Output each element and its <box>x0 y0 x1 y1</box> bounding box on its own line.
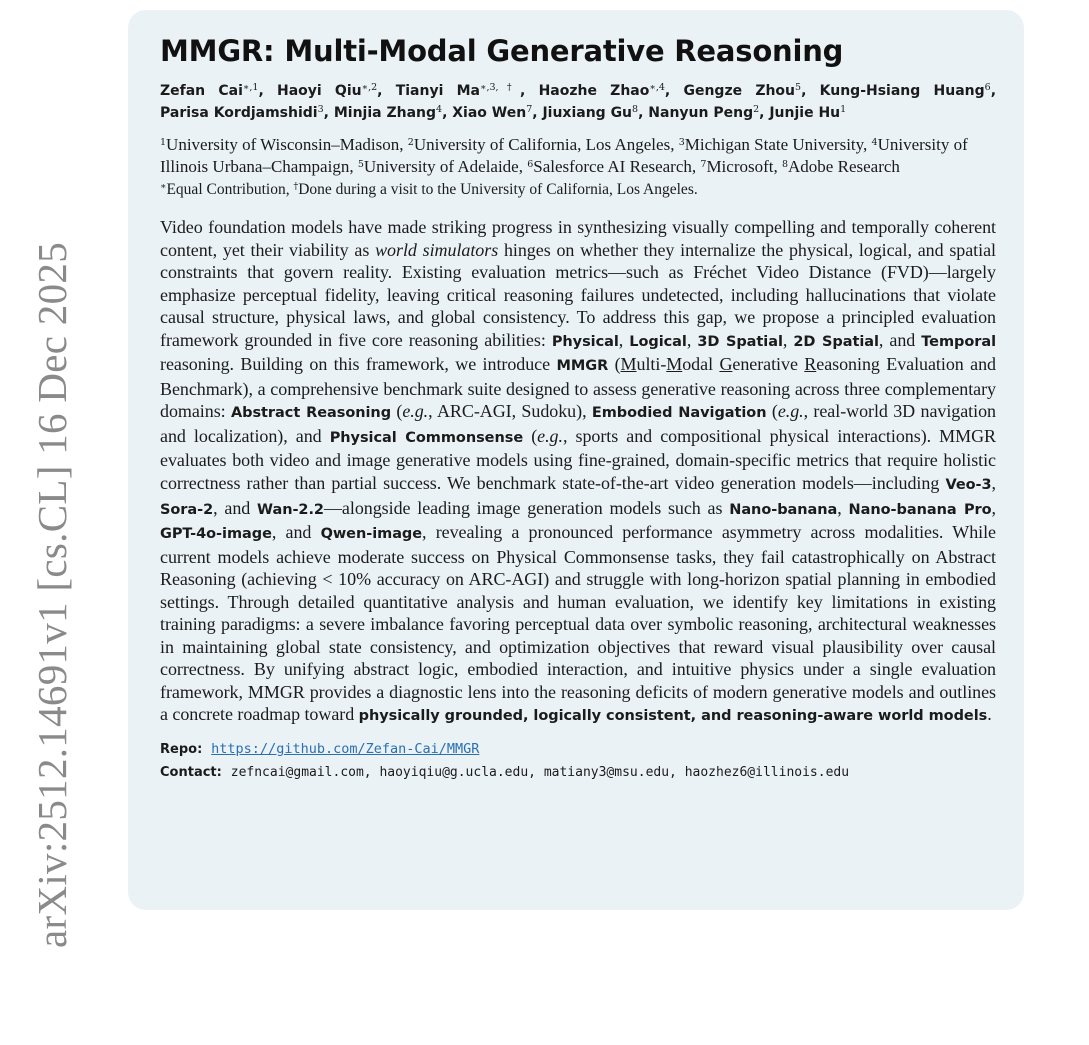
author-affiliation-mark: 1 <box>840 104 847 115</box>
abstract-text-segment: —alongside leading image generation models such as <box>323 497 730 518</box>
author-list: Zefan Cai$^{∗,1}$, Haoyi Qiu$^{∗,2}$, Tianyi $Ma^{∗,3,\dagger}$, Haozhe Zhao$^{∗,4}$, Gengze Zhou$^5$, Kung-Hsiang Huang$^6$, Parisa Kordjamshidi$^3$, Minjia Zhang$^4$, Xiao Wen$^7$, Jiuxiang Gu$^8$, Nanyun Peng$^2$, Junjie Hu$^1$ <box>160 82 997 121</box>
abstract-bold-term: Physical <box>551 333 619 350</box>
abstract-text-segment: , sports and compositional physical interactions). MMGR evaluates both video and image generative models using fine-grained, domain-specific metrics that require holistic correctness rather than partial success. We benchmark state-of-the-art video generation models—including <box>160 425 996 494</box>
affiliation-name: University of Wisconsin–Madison <box>166 135 400 154</box>
abstract-text-segment: , revealing a pronounced performance asymmetry across modalities. While current models achieve moderate success on Physical Commonsense tasks, they fail catastrophically on Abstract Reasoning (achieving < 10% accuracy on ARC-AGI) and struggle with long-horizon spatial planning in embodied settings. Through detailed quantitative analysis and human evaluation, we identify key limitations in existing training paradigms: a severe imbalance favoring perceptual data over symbolic reasoning, architectural weaknesses in maintaining global state consistency, and optimization objectives that reward visual plausibility over causal correctness. By unifying abstract logic, embodied interaction, and intuitive physics under a single evaluation framework, MMGR provides a diagnostic lens into the reasoning deficits of modern generative models and outlines a concrete roadmap toward <box>160 522 996 725</box>
abstract-bold-term: Abstract Reasoning <box>230 405 392 422</box>
author-affiliation-mark: 2 <box>753 104 760 115</box>
contact-emails: zefncai@gmail.com, haoyiqiu@g.ucla.edu, matiany3@msu.edu, haozhez6@illinois.edu <box>230 765 850 781</box>
author-name: Junjie Hu <box>769 105 841 121</box>
abstract-bold-term: Temporal <box>921 333 997 350</box>
author-name: Zefan Cai <box>160 83 243 99</box>
abstract-text-segment: , <box>618 329 630 350</box>
affiliation-name: Adobe Research <box>788 157 900 176</box>
visit-note: Done during a visit to the University of California, Los Angeles. <box>298 181 698 198</box>
paper-title: MMGR: Multi-Modal Generative Reasoning <box>160 34 844 68</box>
author-name: Kung-Hsiang Huang <box>819 83 985 99</box>
affiliation-number: 4 <box>871 137 878 148</box>
affiliation-name: Microsoft <box>706 157 774 176</box>
author-name: Nanyun Peng <box>648 105 754 121</box>
abstract-text-segment: ulti- <box>636 354 667 375</box>
affiliation-number: 8 <box>781 159 789 170</box>
abstract-bold-term: Embodied Navigation <box>591 405 767 422</box>
affiliation-number: 6 <box>527 159 534 170</box>
abstract-text-segment: , <box>991 473 996 494</box>
abstract-bold-term: Veo-3 <box>945 477 992 494</box>
author-name: Gengze Zhou <box>683 83 796 99</box>
abstract-bold-term: 2D Spatial <box>793 333 879 350</box>
abstract-italic-text: e.g. <box>402 401 429 422</box>
affiliation-list: $^1$University of Wisconsin–Madison, $^2$University of California, Los Angeles, $^3$Michigan State University, $^4$University of Illinois Urbana–Champaign, $^5$University of Adelaide, $^6$Salesforce AI Research, $^7$Microsoft, $^8$Adobe Research <box>160 135 968 176</box>
abstract-text-segment: Video foundation models have made striking progress in synthesizing visually compelling and temporally coherent content, yet their viability as <box>160 217 996 260</box>
abstract-italic-text: world simulators <box>375 239 499 260</box>
author-affiliation-mark: 7 <box>526 104 533 115</box>
abstract-text-segment: ( <box>523 425 538 446</box>
abstract-bold-term: Logical <box>629 333 687 350</box>
affiliation-name: University of Adelaide <box>363 157 519 176</box>
author-affiliation-mark: ∗,4 <box>649 82 665 93</box>
author-affiliation-mark: 6 <box>984 82 991 93</box>
abstract-text-segment: , <box>837 497 849 518</box>
contact-line <box>160 761 996 784</box>
author-affiliation-mark: 4 <box>436 104 443 115</box>
equal-contribution-note: Equal Contribution, <box>166 181 294 198</box>
paper-content <box>160 34 996 784</box>
author-affiliation-mark: ∗,3,† <box>480 82 520 93</box>
repo-link[interactable]: https://github.com/Zefan-Cai/MMGR <box>211 741 480 758</box>
abstract-bold-term: Nano-banana Pro <box>848 501 992 518</box>
author-affiliation-mark: 3 <box>317 104 324 115</box>
abstract-underlined-letter: M <box>666 354 683 375</box>
abstract-text-segment: , <box>782 329 794 350</box>
affiliation-number: 3 <box>678 137 685 148</box>
abstract-text-segment: . <box>987 704 992 725</box>
repo-label: Repo: <box>160 742 203 758</box>
abstract-bold-term: physically grounded, logically consistent, and reasoning-aware world models <box>358 708 988 725</box>
abstract-underlined-letter: G <box>719 354 733 375</box>
abstract-bold-term: Sora-2 <box>160 501 214 518</box>
affiliation-number: 7 <box>700 159 707 170</box>
arxiv-identifier-stamp: arXiv:2512.14691v1 [cs.CL] 16 Dec 2025 <box>29 242 75 948</box>
abstract-text-segment: ( <box>766 401 778 422</box>
author-name: Haozhe Zhao <box>538 83 650 99</box>
author-affiliation-mark: ∗,2 <box>361 82 378 93</box>
abstract-bold-term: Physical Commonsense <box>329 429 524 446</box>
abstract-text-segment: , and <box>878 329 922 350</box>
author-affiliation-mark: 5 <box>795 82 802 93</box>
abstract-text-segment: enerative <box>732 354 805 375</box>
affiliation-name: Salesforce AI Research <box>533 157 692 176</box>
author-name: Parisa Kordjamshidi <box>160 105 318 121</box>
abstract-text-segment: ( <box>608 354 621 375</box>
affiliation-name: University of Illinois Urbana–Champaign <box>160 135 968 176</box>
abstract-bold-term: Qwen-image <box>320 526 423 543</box>
visit-mark: † <box>293 181 299 192</box>
repo-line <box>160 738 996 761</box>
abstract-bold-term: MMGR <box>556 358 609 375</box>
contribution-notes <box>160 179 996 201</box>
abstract-text-segment: , ARC-AGI, Sudoku), <box>428 401 592 422</box>
abstract-bold-term: Nano-banana <box>729 501 838 518</box>
equal-contribution-mark: ∗ <box>160 181 167 192</box>
abstract-text-segment: hinges on whether they internalize the physical, logical, and spatial constraints that govern reality. Existing evaluation metrics—such as Fréchet Video Distance (FVD)—largely emphasize perceptual fidelity, leaving critical reasoning failures undetected, including hallucinations that violate causal structure, physical laws, and global consistency. To address this gap, we propose a principled evaluation framework grounded in five core reasoning abilities: <box>160 239 996 350</box>
abstract-italic-text: e.g. <box>537 425 563 446</box>
author-name: Minjia Zhang <box>333 105 437 121</box>
abstract-underlined-letter: M <box>620 354 637 375</box>
affiliation-number: 2 <box>407 137 414 148</box>
affiliation-number: 5 <box>357 159 364 170</box>
affiliation-number: 1 <box>160 137 167 148</box>
abstract-text-segment: , real-world 3D navigation and localization), and <box>160 401 996 446</box>
abstract-text <box>160 216 996 728</box>
affiliation-name: University of California, Los Angeles <box>413 135 671 154</box>
author-name: Tianyi Ma <box>395 83 480 99</box>
abstract-text-segment: easoning Evaluation and Benchmark), a comprehensive benchmark suite designed to assess generative reasoning across three complementary domains: <box>160 354 996 422</box>
abstract-bold-term: GPT-4o-image <box>160 526 272 543</box>
abstract-text-segment: , <box>991 497 996 518</box>
author-affiliation-mark: 8 <box>632 104 639 115</box>
abstract-text-segment: , and <box>271 522 321 543</box>
abstract-text-segment: ( <box>391 401 403 422</box>
author-name: Jiuxiang Gu <box>542 105 633 121</box>
abstract-bold-term: 3D Spatial <box>697 333 783 350</box>
abstract-italic-text: e.g. <box>777 401 804 422</box>
abstract-underlined-letter: R <box>804 354 817 375</box>
abstract-bold-term: Wan-2.2 <box>257 501 324 518</box>
contact-label: Contact: <box>160 765 222 781</box>
abstract-text-segment: , and <box>213 497 258 518</box>
abstract-text-segment: reasoning. Building on this framework, we introduce <box>160 354 557 375</box>
author-name: Xiao Wen <box>452 105 527 121</box>
affiliation-name: Michigan State University <box>684 135 864 154</box>
abstract-text-segment: odal <box>682 354 720 375</box>
abstract-text-segment: , <box>686 329 698 350</box>
author-affiliation-mark: ∗,1 <box>242 82 259 93</box>
author-name: Haoyi Qiu <box>277 83 362 99</box>
